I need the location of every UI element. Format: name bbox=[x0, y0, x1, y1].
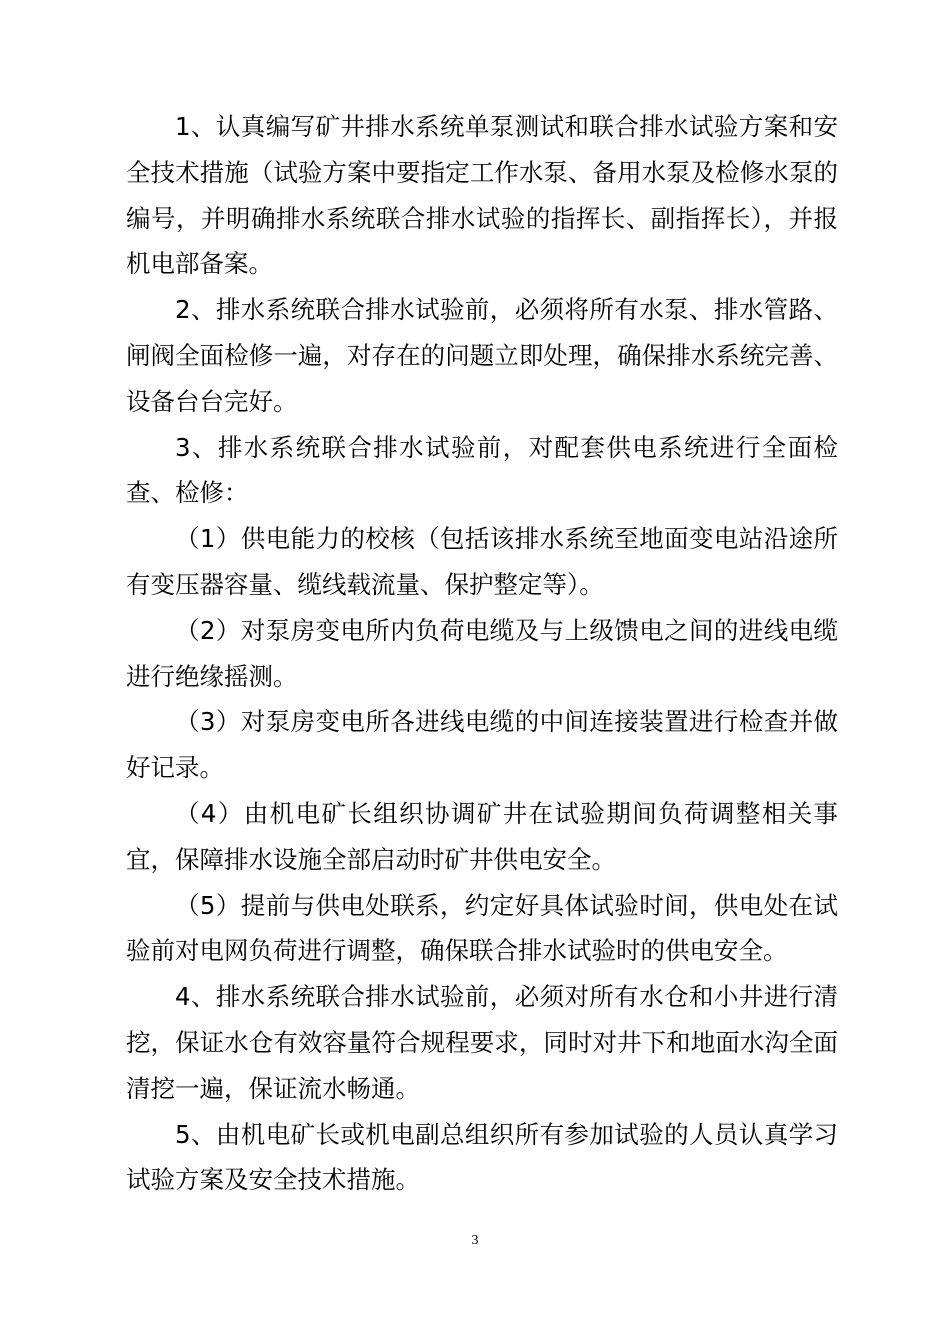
paragraph-subitem-1: （1）供电能力的校核（包括该排水系统至地面变电站沿途所有变压器容量、缆线载流量、保护整定等）。 bbox=[126, 524, 838, 599]
paragraph-item-2: 2、排水系统联合排水试验前，必须将所有水泵、排水管路、闸阀全面检修一遍，对存在的问题立即处理，确保排水系统完善、设备台台完好。 bbox=[126, 295, 838, 416]
paragraph-subitem-3: （3）对泵房变电所各进线电缆的中间连接装置进行检查并做好记录。 bbox=[126, 707, 838, 783]
paragraph-item-1: 1、认真编写矿井排水系统单泵测试和联合排水试验方案和安全技术措施（试验方案中要指定工作水泵、备用水泵及检修水泵的编号，并明确排水系统联合排水试验的指挥长、副指挥长），并报机电部备案。 bbox=[126, 112, 838, 279]
paragraph-item-5: 5、由机电矿长或机电副总组织所有参加试验的人员认真学习试验方案及安全技术措施。 bbox=[126, 1119, 838, 1195]
page-number: 3 bbox=[471, 1233, 479, 1248]
paragraph-subitem-4: （4）由机电矿长组织协调矿井在试验期间负荷调整相关事宜，保障排水设施全部启动时矿井供电安全。 bbox=[126, 798, 838, 874]
paragraph-item-4: 4、排水系统联合排水试验前，必须对所有水仓和小井进行清挖，保证水仓有效容量符合规程要求，同时对井下和地面水沟全面清挖一遍，保证流水畅通。 bbox=[126, 982, 838, 1103]
paragraph-item-3: 3、排水系统联合排水试验前，对配套供电系统进行全面检查、检修： bbox=[126, 432, 838, 508]
paragraph-subitem-5: （5）提前与供电处联系，约定好具体试验时间，供电处在试验前对电网负荷进行调整，确保联合排水试验时的供电安全。 bbox=[126, 890, 838, 966]
paragraph-subitem-2: （2）对泵房变电所内负荷电缆及与上级馈电之间的进线电缆进行绝缘摇测。 bbox=[126, 615, 838, 691]
document-body bbox=[126, 104, 838, 1203]
